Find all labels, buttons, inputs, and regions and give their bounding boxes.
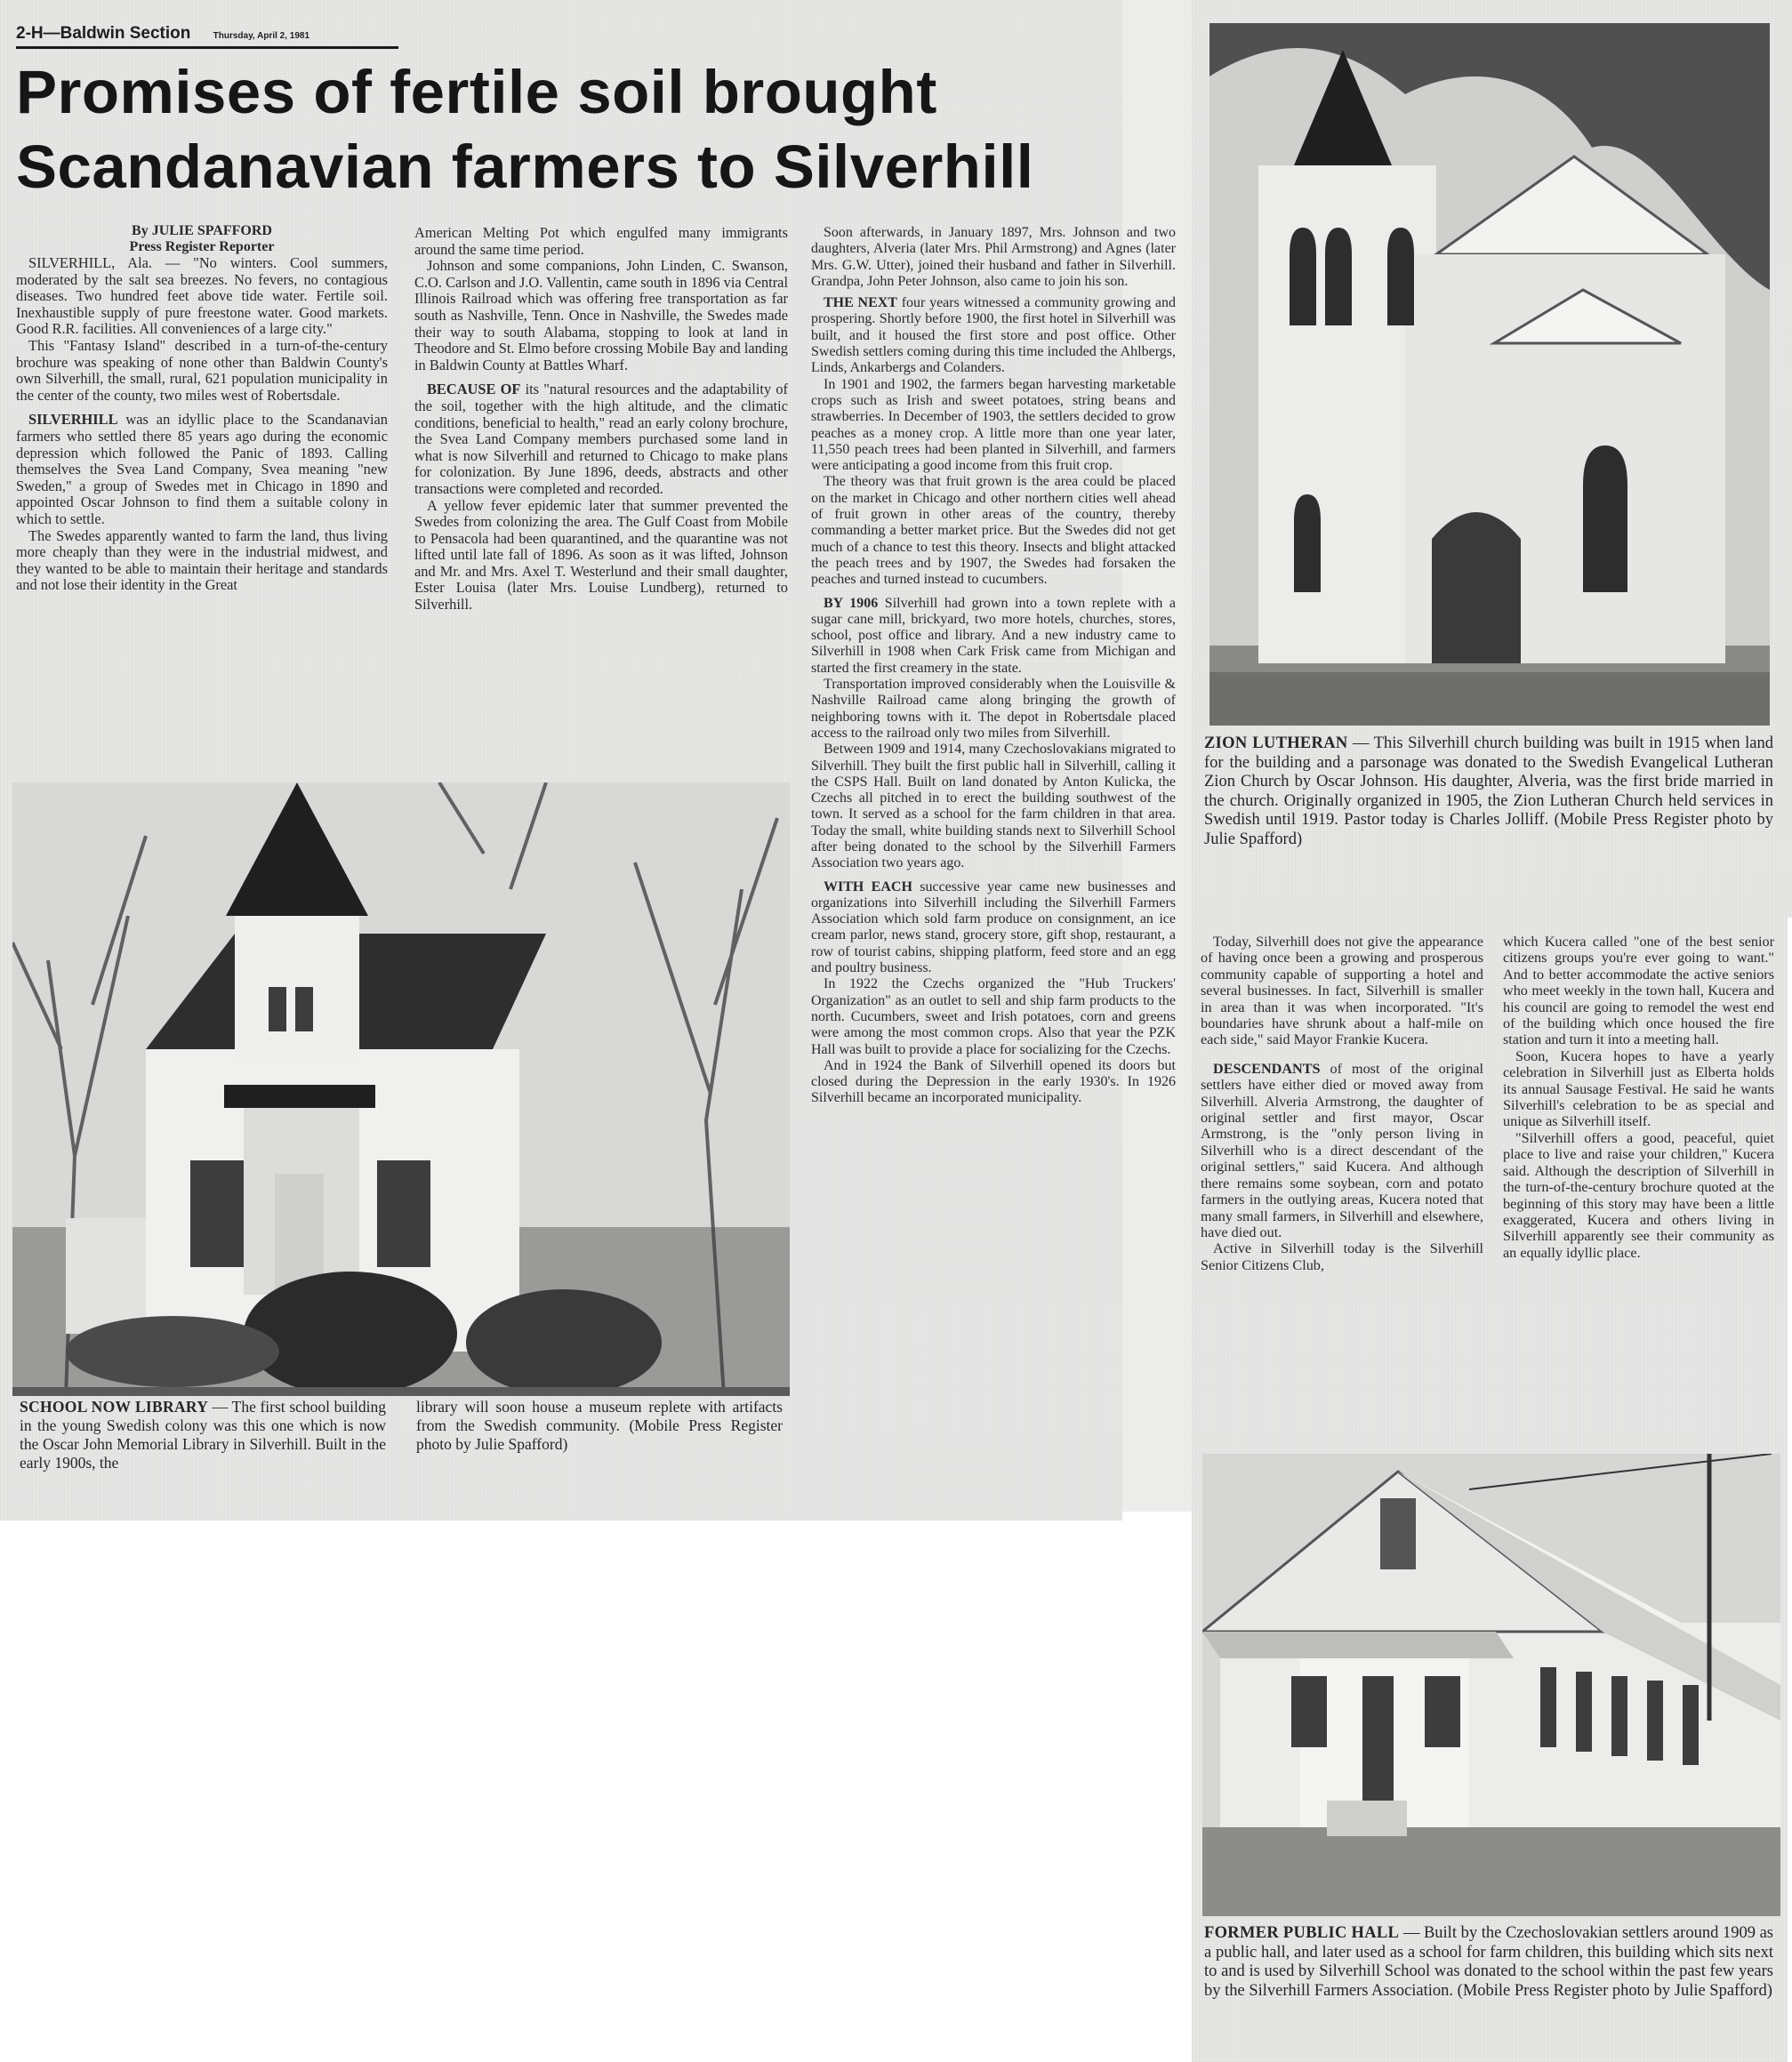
paragraph: A yellow fever epidemic later that summer prevented the Swedes from colonizing the area. The Gulf Coast from Mobile to Pensacola had been quarantined, and the quarantine was not lifted until late fall of 1896. As soon as it was lifted, Johnson and Mr. and Mrs. Axel T. Westerlund and their small daughter, Ester Louisa (later Mrs. Louise Lundberg), returned to Silverhill.	[414, 496, 788, 614]
paragraph: And in 1924 the Bank of Silverhill opened its doors but closed during the Depression in the early 1930's. In 1926 Silverhill became an incorporated municipality.	[811, 1057, 1176, 1106]
paragraph: WITH EACH successive year came new businesses and organizations into Silverhill including the Silverhill Farmers Association which sold farm produce on consignment, an ice cream parlor, news stand, grocery store, gift shop, restaurant, a row of tourist cabins, shipping platform, feed store and an egg and poultry business.	[811, 879, 1176, 976]
paragraph: "Silverhill offers a good, peaceful, quiet place to live and raise your children," Kucera said. Although the description of Silverhill in the turn-of-the-century brochure quoted at the beginning of this story may have been a little exaggerated, Kucera and others living in Silverhill apparently see their community as an equally idyllic place.	[1503, 1129, 1774, 1261]
paragraph: BY 1906 Silverhill had grown into a town replete with a sugar cane mill, brickyard, two more hotels, churches, stores, school, post office and library. And a new industry came to Silverhill in 1908 when Cark Frisk came from Michigan and started the first creamery in the state.	[811, 595, 1176, 676]
article-column-3	[811, 225, 1176, 1107]
issue-date: Thursday, April 2, 1981	[213, 31, 310, 41]
article-column-1	[16, 223, 388, 594]
headline-line-1: Promises of fertile soil brought	[16, 58, 937, 126]
paragraph: Between 1909 and 1914, many Czechoslovakians migrated to Silverhill. They built the first public hall in Silverhill, calling it the CSPS Hall. Built on land donated by Anton Kulicka, the Czechs all pitched in to erect the building southwest of the town. It served as a school for the farm children in that area. Today the small, white building stands next to Silverhill School after being donated to the school by the Silverhill Farmers Association two years ago.	[811, 742, 1176, 871]
hall-caption: FORMER PUBLIC HALL — Built by the Czechoslovakian settlers around 1909 as a public hall, and later used as a school for farm children, this building which sits next to and is used by Silverhill School was donated to the school within the past few years by the Silverhill Farmers Association. (Mobile Press Register photo by Julie Spafford)	[1204, 1924, 1773, 2000]
paragraph: Today, Silverhill does not give the appearance of having once been a growing and prosperous community capable of supporting a hotel and several businesses. In fact, Silverhill is smaller in area than it was when incorporated. "It's boundaries have shrunk about a half-mile on each side," said Mayor Frankie Kucera.	[1201, 934, 1483, 1048]
paragraph: The Swedes apparently wanted to farm the land, thus living more cheaply than they were in the industrial midwest, and they wanted to be able to maintain their heritage and standards and not lose their identity in the Great	[16, 526, 388, 594]
paragraph: Active in Silverhill today is the Silverhill Senior Citizens Club,	[1201, 1240, 1483, 1273]
school-illustration	[12, 782, 790, 1396]
school-caption-right: library will soon house a museum replete with artifacts from the Swedish community. (Mobile Press Register photo by Julie Spafford)	[416, 1398, 783, 1453]
paragraph: Johnson and some companions, John Linden, C. Swanson, C.O. Carlson and J.O. Vallentin, came south in 1896 via Central Illinois Railroad which was offering free transportation as far south as Nashville, Tenn. Once in Nashville, the Swedes made their way to south Alabama, stopping to look at land in Theodore and St. Elmo before crossing Mobile Bay and landing in Baldwin County at Battles Wharf.	[414, 257, 788, 373]
paragraph: Soon afterwards, in January 1897, Mrs. Johnson and two daughters, Alveria (later Mrs. Phil Armstrong) and Agnes (later Mrs. G.W. Utter), joined their husband and father in Silverhill. Grandpa, John Peter Johnson, also came to join his son.	[811, 225, 1176, 289]
section-name: 2-H—Baldwin Section	[16, 24, 191, 43]
paragraph: Soon, Kucera hopes to have a yearly celebration in Silverhill just as Elberta holds its annual Sausage Festival. He said he wants Silverhill's celebration to be as special and unique as Silverhill itself.	[1503, 1047, 1774, 1130]
section-header	[16, 24, 398, 45]
paragraph: SILVERHILL, Ala. — "No winters. Cool summers, moderated by the salt sea breezes. No fevers, no contagious diseases. Two hundred feet above tide water. Fertile soil. Inexhaustible supply of pure freestone water. Good markets. Good R.R. facilities. All conveniences of a large city."	[16, 254, 388, 338]
headline-line-2: Scandanavian farmers to Silverhill	[16, 132, 1034, 201]
caption-lead: SCHOOL NOW LIBRARY	[20, 1398, 209, 1416]
article-column-2	[414, 225, 788, 614]
hall-illustration	[1202, 1454, 1780, 1916]
church-photo	[1209, 23, 1770, 726]
byline	[16, 223, 388, 255]
zion-caption: ZION LUTHERAN — This Silverhill church building was built in 1915 when land for the building and a parsonage was donated to the Swedish Evangelical Lutheran Zion Church by Oscar Johnson. His daughter, Alveria, was the first bride married in the church. Originally organized in 1905, the Zion Lutheran Church held services in Swedish until 1919. Pastor today is Charles Jolliff. (Mobile Press Register photo by Julie Spafford)	[1204, 734, 1773, 848]
header-rule	[16, 46, 398, 49]
caption-lead: ZION LUTHERAN	[1204, 734, 1348, 752]
paragraph: This "Fantasy Island" described in a turn-of-the-century brochure was speaking of none other than Baldwin County's own Silverhill, the small, rural, 621 population municipality in the center of the county, two miles west of Robertsdale.	[16, 336, 388, 404]
byline-role: Press Register Reporter	[129, 239, 275, 254]
paragraph: THE NEXT four years witnessed a community growing and prospering. Shortly before 1900, the first hotel in Silverhill was built, and it housed the first store and post office. Other Swedish settlers coming during this time included the Ahlbergs, Linds, Ankarbergs and Colanders.	[811, 295, 1176, 376]
paragraph: SILVERHILL was an idyllic place to the Scandanavian farmers who settled there 85 years ago during the economic depression which followed the Panic of 1893. Calling themselves the Svea Land Company, Svea meaning "new Sweden," a group of Swedes met in Chicago in 1890 and appointed Oscar Johnson to find them a suitable colony in which to settle.	[16, 411, 388, 527]
school-photo	[12, 782, 790, 1396]
paragraph: Transportation improved considerably when the Louisville & Nashville Railroad came along bringing the growth of neighboring towns with it. The depot in Robertsdale placed access to the railroad only two miles from Silverhill.	[811, 677, 1176, 741]
paragraph: DESCENDANTS of most of the original settlers have either died or moved away from Silverhill. Alveria Armstrong, the daughter of original settler and first mayor, Oscar Armstrong, is the "only person living in Silverhill who is a direct descendant of the original settlers," said Kucera. And although there remains some soybean, corn and potato farmers in the outlying areas, Kucera noted that many small farmers, in Silverhill and elsewhere, have died out.	[1201, 1060, 1483, 1240]
article-column-5	[1503, 934, 1774, 1261]
paragraph-lead: BECAUSE OF	[427, 381, 521, 398]
caption-lead: FORMER PUBLIC HALL	[1204, 1924, 1400, 1942]
paragraph: In 1901 and 1902, the farmers began harvesting marketable crops such as Irish and sweet potatoes, string beans and strawberries. In December of 1903, the settlers decided to grow peaches as a money crop. A little more than one year later, 11,550 peach trees had been planted in Silverhill, and farmers were anticipating a good income from this fruit crop.	[811, 376, 1176, 474]
hall-photo	[1202, 1454, 1780, 1916]
article-column-4	[1201, 934, 1483, 1273]
paragraph: In 1922 the Czechs organized the "Hub Truckers' Organization" as an outlet to sell and ship farm products to the north. Cucumbers, sweet and Irish potatoes, corn and greens were among the most common crops. Also that year the PZK Hall was built to provide a place for socializing for the Czechs.	[811, 976, 1176, 1057]
byline-author: By JULIE SPAFFORD	[132, 223, 272, 238]
paragraph-lead: SILVERHILL	[28, 411, 118, 429]
church-illustration	[1209, 23, 1770, 726]
school-caption-left: SCHOOL NOW LIBRARY — The first school building in the young Swedish colony was this one which is now the Oscar John Memorial Library in Silverhill. Built in the early 1900s, the	[20, 1398, 386, 1472]
headline	[16, 55, 1128, 205]
paragraph: BECAUSE OF its "natural resources and the adaptability of the soil, together with the high altitude, and the climatic conditions, beneficial to health," read an early colony brochure, the Svea Land Company members purchased some land in what is now Silverhill and returned to Chicago to make plans for colonization. By June 1896, deeds, abstracts and other transactions were completed and recorded.	[414, 381, 788, 497]
paragraph: which Kucera called "one of the best senior citizens groups you're ever going to want." And to better accommodate the active seniors who meet weekly in the town hall, Kucera and his council are going to remodel the west end of the building which once housed the fire station and turn it into a meeting hall.	[1503, 934, 1774, 1048]
paragraph: The theory was that fruit grown is the area could be placed on the market in Chicago and other northern cities well ahead of fruit grown in other areas of the country, thereby commanding a better market price. But the Swedes did not get much of a chance to test this theory. Insects and blight attacked the peach trees and by 1907, the Swedes had forsaken the peaches and turned instead to cucumbers.	[811, 474, 1176, 588]
paragraph: American Melting Pot which engulfed many immigrants around the same time period.	[414, 224, 788, 258]
